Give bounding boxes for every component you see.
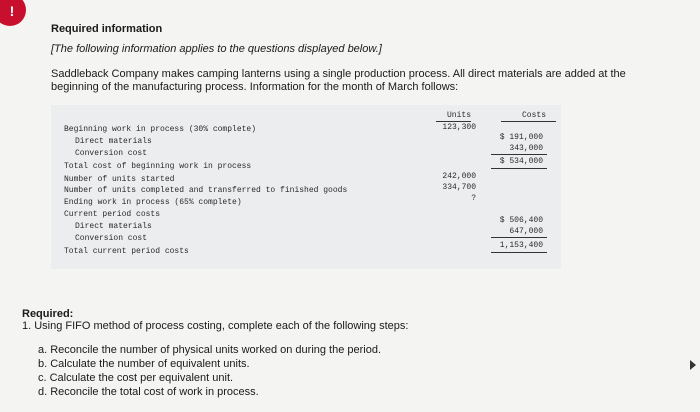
next-arrow-icon[interactable] (690, 360, 696, 370)
steps-list (38, 343, 381, 399)
total-line (491, 168, 547, 169)
subtotal-line (491, 154, 547, 155)
applies-note: [The following information applies to the questions displayed below.] (51, 43, 382, 55)
units-header-underline (436, 121, 471, 122)
subtotal-line (491, 237, 547, 238)
row-costs: $ 506,400 (499, 216, 543, 225)
list-item: a. Reconcile the number of physical units worked on during the period. (38, 344, 382, 356)
row-label: Number of units started (64, 175, 175, 184)
data-table (51, 105, 561, 269)
row-label: Current period costs (64, 210, 161, 219)
row-costs: 647,000 (509, 227, 543, 236)
row-costs: 1,153,400 (499, 241, 543, 250)
row-units: 334,700 (442, 183, 476, 192)
required-title: Required: (22, 308, 74, 320)
row-costs: $ 191,000 (499, 133, 543, 142)
alert-icon: ! (0, 0, 26, 26)
costs-header-underline (501, 121, 556, 122)
row-units: 123,300 (442, 123, 476, 132)
section-title: Required information (51, 23, 163, 35)
intro-paragraph: Saddleback Company makes camping lanterns using a single production process. All direct materials are added at the beginning of the manufacturing process. Information for the month of March follows: (51, 68, 626, 93)
row-label: Number of units completed and transferred to finished goods (64, 186, 348, 195)
row-costs: 343,000 (509, 144, 543, 153)
costs-header: Costs (521, 111, 546, 120)
row-costs: $ 534,000 (499, 157, 543, 166)
units-header: Units (446, 111, 471, 120)
row-label: Direct materials (75, 137, 152, 146)
row-label: Conversion cost (75, 149, 148, 158)
row-label: Beginning work in process (30% complete) (64, 125, 257, 134)
row-label: Direct materials (75, 222, 152, 231)
row-units: ? (471, 194, 476, 203)
list-item: b. Calculate the number of equivalent units. (38, 358, 250, 370)
required-instruction: 1. Using FIFO method of process costing, complete each of the following steps: (22, 320, 409, 332)
row-label: Total cost of beginning work in process (64, 162, 252, 171)
row-label: Total current period costs (64, 247, 189, 256)
total-line (491, 252, 547, 253)
row-units: 242,000 (442, 172, 476, 181)
list-item: d. Reconcile the total cost of work in process. (38, 386, 259, 398)
row-label: Conversion cost (75, 234, 148, 243)
row-label: Ending work in process (65% complete) (64, 198, 242, 207)
list-item: c. Calculate the cost per equivalent unit. (38, 372, 234, 384)
